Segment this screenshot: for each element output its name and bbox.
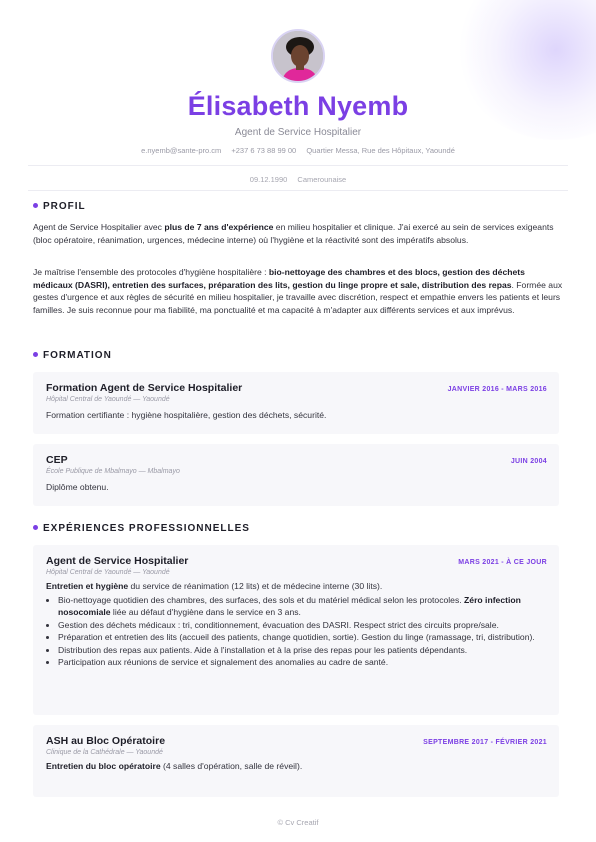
birthdate-text: 09.12.1990 [249,175,288,184]
avatar [271,29,325,83]
formation-title: CEP [46,454,68,466]
experience-intro: Entretien et hygiène du service de réanimation (12 lits) et de médecine interne (30 lits). [46,581,383,591]
list-item: • Gestion des déchets médicaux : tri, conditionnement, évacuation des DASRI. Respect strict des circuits propre/sale. [58,619,547,631]
personal-info-line [0,175,596,184]
section-title-formation: FORMATION [33,350,112,361]
formation-date: JUIN 2004 [510,458,547,465]
formation-place: Hôpital Central de Yaoundé — Yaoundé [46,396,170,403]
job-title: Agent de Service Hospitalier [234,127,362,138]
experience-place: Clinique de la Cathédrale — Yaoundé [46,749,163,756]
divider [28,190,568,191]
experience-title: Agent de Service Hospitalier [46,555,189,567]
formation-item [33,372,559,434]
task-list [46,594,547,668]
contact-line [0,146,596,155]
formation-item [33,444,559,506]
formation-date: JANVIER 2016 - MARS 2016 [447,386,547,393]
address-text: Quartier Messa, Rue des Hôpitaux, Yaoundé [306,146,455,155]
candidate-name: Élisabeth Nyemb [187,91,409,121]
bullet-dot-icon [33,352,38,357]
section-title-experience: EXPÉRIENCES PROFESSIONNELLES [33,523,250,534]
experience-item [33,545,559,715]
footer-credit: © Cv Creatif [277,818,319,827]
experience-item [33,725,559,797]
section-title-profile: PROFIL [33,201,86,212]
experience-intro: Entretien du bloc opératoire (4 salles d'opération, salle de réveil). [46,761,303,771]
list-item: • Préparation et entretien des lits (accueil des patients, change quotidien, sortie). Gestion du linge (ramassage, tri, distribution). [58,631,547,643]
portrait-photo [273,31,325,83]
email-text[interactable]: e.nyemb@sante-pro.cm [141,146,222,155]
bullet-dot-icon [33,203,38,208]
profile-paragraph-2: Je maîtrise l'ensemble des protocoles d'hygiène hospitalière : bio-nettoyage des chambres et des blocs, gestion des déchets médicaux (DASRI), entretien des surfaces, préparation des lits, gestion du linge propre et sale, distribution des repas. Formée aux gestes d'urgence et aux règles de sécurité en milieu hospitalier, je travaille avec discrétion, respect et empathie envers les patients et leurs familles. Je suis reconnue pour ma fiabilité, ma ponctualité et ma capacité à m'adapter aux différents services et aux imprévus. [33,267,563,315]
experience-place: Hôpital Central de Yaoundé — Yaoundé [46,569,170,576]
nationality-text: Camerounaise [297,175,347,184]
experience-date: SEPTEMBRE 2017 - FÉVRIER 2021 [423,739,547,746]
profile-paragraph-1: Agent de Service Hospitalier avec plus de 7 ans d'expérience en milieu hospitalier et clinique. J'ai exercé au sein de services exigeants (bloc opératoire, réanimation, urgences, médecine interne) où l'hygiène et la réactivité sont des impératifs absolus. [33,222,554,245]
experience-title: ASH au Bloc Opératoire [46,735,166,747]
formation-desc: Formation certifiante : hygiène hospitalière, gestion des déchets, sécurité. [46,410,327,420]
experience-date: MARS 2021 - À CE JOUR [458,559,547,566]
formation-title: Formation Agent de Service Hospitalier [46,382,243,394]
divider [28,165,568,166]
phone-text: +237 6 73 88 99 00 [231,146,297,155]
bullet-dot-icon [33,525,38,530]
list-item: • Distribution des repas aux patients. Aide à l'installation et à la prise des repas pour les patients dépendants. [58,644,547,656]
formation-desc: Diplôme obtenu. [46,482,109,492]
list-item: • Bio-nettoyage quotidien des chambres, des surfaces, des sols et du matériel médical selon les protocoles. Zéro infection nosocomiale liée au défaut d'hygiène dans le service en 3 ans. [58,594,547,619]
formation-place: École Publique de Mbalmayo — Mbalmayo [46,468,180,475]
list-item: • Participation aux réunions de service et signalement des anomalies au cadre de santé. [58,656,547,668]
